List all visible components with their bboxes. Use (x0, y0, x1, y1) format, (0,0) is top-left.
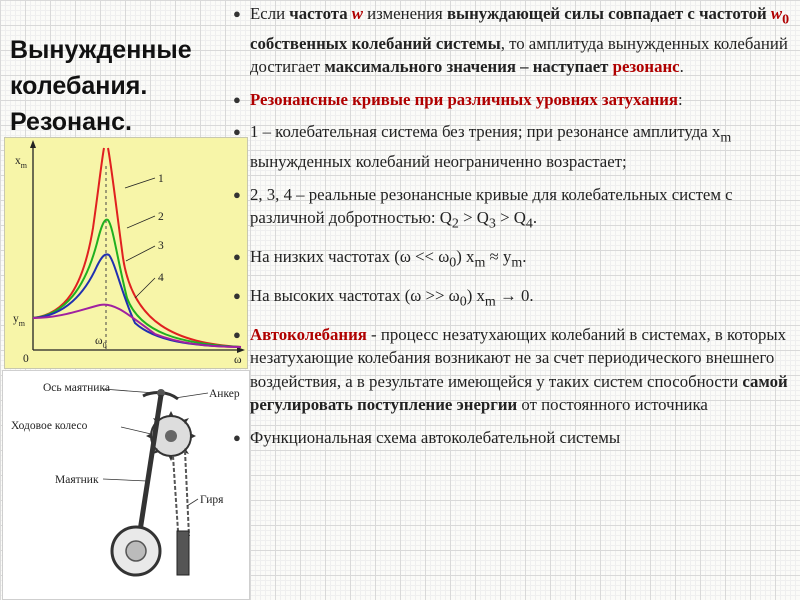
ym-label: $y_m$ (13, 313, 25, 328)
p1-text-g: собственных колебаний системы (250, 33, 501, 53)
chain-right (185, 451, 189, 536)
resonance-chart-svg (5, 138, 247, 368)
bullet-icon: ● (233, 186, 241, 202)
p4-sub-4: 4 (525, 216, 533, 232)
curve-1 (33, 148, 241, 347)
label-wheel: Ходовое колесо (11, 420, 88, 432)
p4-sub-3: 3 (488, 216, 496, 232)
p3-text-b: вынужденных колебаний неограниченно возрастает; (250, 152, 627, 172)
paragraph-low-frequency (231, 245, 796, 275)
p4-text-c: > Q (495, 208, 526, 228)
bullet-icon: ● (233, 429, 241, 445)
pendulum-leader (103, 479, 147, 481)
label-pendulum: Маятник (55, 474, 99, 486)
label-axis: Ось маятника (43, 382, 110, 394)
p5-text-a: На низких частотах (ω << ω (250, 247, 450, 267)
curve-4-pointer (135, 278, 155, 298)
p7-text-b: - процесс незатухающих колебаний в системах, в которых незатухающие колебания возникают не за счет периодического внешнего воздействия, а в результате имеющейся у таких систем способности (250, 324, 787, 391)
paragraph-resonance-curves (231, 88, 796, 112)
p5-sub-2: m (474, 255, 486, 271)
curve-1-label: 1 (158, 173, 164, 185)
p6-sub-1: 0 (459, 294, 467, 310)
p1-text-e: вынуждающей силы совпадает с частотой (446, 4, 771, 23)
p4-text-a: 2, 3, 4 – реальные резонансные кривые для колебательных систем с различной добротностью: Q (250, 184, 733, 228)
curve-3-label: 3 (158, 240, 164, 252)
p7-text-a: Автоколебания (250, 324, 367, 344)
chain-left (173, 456, 178, 531)
wheel-leader (121, 427, 151, 434)
p6-sub-2: m (484, 294, 496, 310)
curve-4-label: 4 (158, 272, 164, 284)
p5-text-d: . (522, 247, 527, 267)
pendulum-svg (3, 371, 249, 599)
omega0-label: $\omega_0$ (95, 335, 107, 350)
p1-symbol-w0: w (770, 4, 783, 23)
p5-text-c: ≈ y (485, 247, 512, 267)
p3-text-a: 1 – колебательная система без трения; при резонансе амплитуда x (250, 122, 721, 142)
origin-label: 0 (23, 353, 29, 365)
bullet-icon: ● (233, 6, 241, 21)
bullet-icon: ● (233, 124, 241, 140)
p4-text-d: . (532, 208, 538, 228)
resonance-chart (4, 137, 248, 369)
p5-sub-3: m (511, 255, 523, 271)
bullet-icon: ● (233, 326, 241, 342)
label-anchor: Анкер (209, 388, 240, 400)
p1-text-h: , то амплитуда вынужденных колебаний достигает (250, 33, 788, 77)
slide-content (231, 2, 796, 458)
anchor-leader (175, 393, 208, 398)
paragraph-high-frequency (231, 284, 796, 314)
p1-text-a: Если (250, 4, 290, 23)
p1-text-resonance: резонанс (612, 57, 680, 77)
pendulum-bob-center (126, 541, 146, 561)
p6-text-a: На высоких частотах (ω >> ω (250, 285, 460, 305)
curve-1-pointer (125, 178, 155, 188)
bullet-icon: ● (233, 287, 241, 303)
p3-sub: m (720, 130, 732, 146)
pendulum-illustration (2, 370, 250, 600)
p5-sub-1: 0 (449, 255, 457, 271)
curve-2-pointer (127, 216, 155, 228)
bullet-icon: ● (233, 91, 241, 107)
p4-text-b: > Q (458, 208, 489, 228)
label-weight: Гиря (200, 494, 224, 506)
weight-leader (187, 499, 198, 506)
p1-text-b: частота (289, 4, 352, 23)
p6-text-c: → 0. (495, 285, 534, 305)
p5-text-b: ) x (456, 247, 475, 267)
bullet-icon: ● (233, 249, 241, 265)
p1-text-d: изменения (362, 4, 447, 23)
p1-symbol-w: w (351, 4, 363, 23)
p4-sub-2: 2 (451, 216, 459, 232)
x-axis-label: ω (234, 354, 242, 366)
y-axis-label: $x_m$ (15, 155, 27, 170)
p1-symbol-w0-sub: 0 (782, 12, 790, 28)
axis-leader (103, 389, 155, 393)
curve-2 (33, 220, 241, 347)
p8-text-a: Функциональная схема автоколебательной системы (250, 427, 621, 447)
weight (177, 531, 189, 575)
curve-2-label: 2 (158, 211, 164, 223)
y-axis-arrow (30, 140, 36, 148)
p1-text-i: максимального значения – наступает (324, 57, 613, 77)
p1-text-k: . (679, 57, 684, 77)
slide-title: Вынужденные колебания. Резонанс. (10, 36, 192, 136)
paragraph-curves-2-4 (231, 183, 796, 236)
pendulum-rod (140, 395, 161, 531)
p2-text-a: Резонансные кривые при различных уровнях затухания (250, 89, 679, 109)
p6-text-b: ) x (466, 285, 485, 305)
p7-text-d: от постоянного источника (517, 395, 708, 415)
paragraph-functional-scheme (231, 426, 796, 450)
curve-3-pointer (126, 246, 155, 261)
paragraph-self-oscillations (231, 323, 796, 417)
paragraph-curve-1 (231, 120, 796, 173)
paragraph-resonance-definition (231, 2, 796, 79)
p7-text-c: самой регулировать поступление энергии (250, 371, 788, 415)
p2-text-b: : (678, 89, 683, 109)
